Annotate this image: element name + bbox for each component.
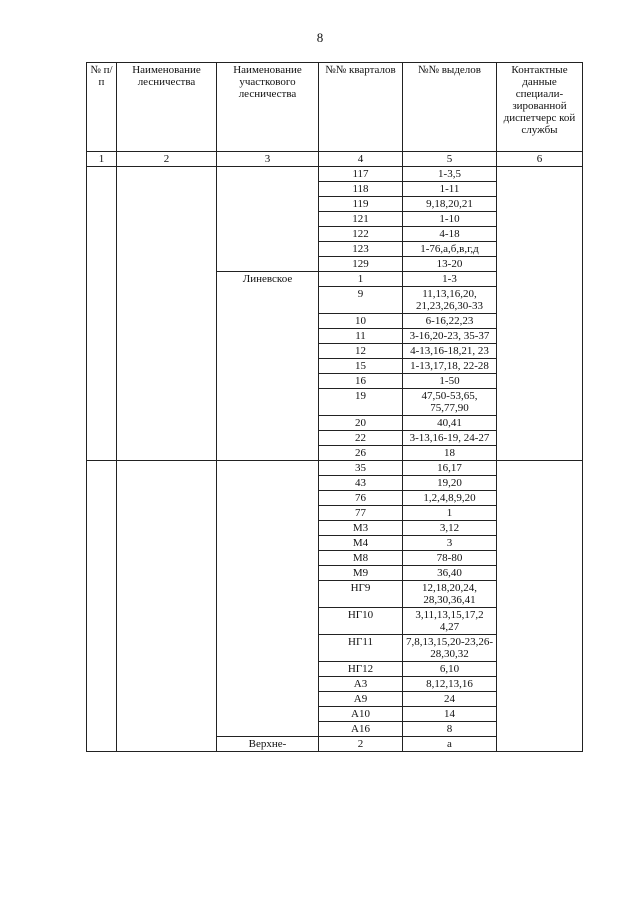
cell-quarter: М3	[319, 521, 403, 536]
cell-quarter: 117	[319, 167, 403, 182]
cell-allotments: 1-3,5	[403, 167, 497, 182]
table-body	[87, 167, 583, 752]
cell-allotments: 6,10	[403, 662, 497, 677]
cell-number	[87, 167, 117, 461]
cell-quarter: 118	[319, 182, 403, 197]
cell-allotments: 6-16,22,23	[403, 314, 497, 329]
cell-contacts	[497, 167, 583, 461]
cell-allotments: 8	[403, 722, 497, 737]
cell-allotments: 12,18,20,24, 28,30,36,41	[403, 581, 497, 608]
cell-quarter: 22	[319, 431, 403, 446]
cell-allotments: 9,18,20,21	[403, 197, 497, 212]
cell-quarter: 122	[319, 227, 403, 242]
cell-quarter: 20	[319, 416, 403, 431]
cell-quarter: 121	[319, 212, 403, 227]
cell-allotments: 13-20	[403, 257, 497, 272]
cell-quarter: 129	[319, 257, 403, 272]
cell-allotments: а	[403, 737, 497, 752]
cell-quarter: 11	[319, 329, 403, 344]
cell-quarter: 2	[319, 737, 403, 752]
cell-quarter: 76	[319, 491, 403, 506]
cell-quarter: А3	[319, 677, 403, 692]
cell-quarter: 26	[319, 446, 403, 461]
column-number: 1	[87, 152, 117, 167]
cell-allotments: 1	[403, 506, 497, 521]
header-forestry: Наименование лесничества	[117, 63, 217, 152]
cell-quarter: 12	[319, 344, 403, 359]
cell-quarter: НГ12	[319, 662, 403, 677]
cell-quarter: А10	[319, 707, 403, 722]
cell-allotments: 16,17	[403, 461, 497, 476]
cell-allotments: 3,12	[403, 521, 497, 536]
cell-quarter: 15	[319, 359, 403, 374]
cell-allotments: 36,40	[403, 566, 497, 581]
cell-allotments: 1-50	[403, 374, 497, 389]
cell-allotments: 40,41	[403, 416, 497, 431]
cell-allotments: 3	[403, 536, 497, 551]
cell-quarter: 123	[319, 242, 403, 257]
cell-allotments: 3,11,13,15,17,2 4,27	[403, 608, 497, 635]
cell-allotments: 24	[403, 692, 497, 707]
cell-allotments: 4-13,16-18,21, 23	[403, 344, 497, 359]
cell-allotments: 1,2,4,8,9,20	[403, 491, 497, 506]
cell-forestry	[117, 167, 217, 461]
cell-district	[217, 461, 319, 737]
cell-quarter: А9	[319, 692, 403, 707]
cell-allotments: 1-11	[403, 182, 497, 197]
column-number: 4	[319, 152, 403, 167]
cell-quarter: М9	[319, 566, 403, 581]
cell-quarter: 16	[319, 374, 403, 389]
cell-allotments: 4-18	[403, 227, 497, 242]
cell-quarter: 77	[319, 506, 403, 521]
cell-quarter: НГ11	[319, 635, 403, 662]
header-number: № п/п	[87, 63, 117, 152]
cell-quarter: 10	[319, 314, 403, 329]
header-quarters: №№ кварталов	[319, 63, 403, 152]
cell-allotments: 1-76,а,б,в,г,д	[403, 242, 497, 257]
column-number: 3	[217, 152, 319, 167]
cell-allotments: 11,13,16,20, 21,23,26,30-33	[403, 287, 497, 314]
cell-quarter: 9	[319, 287, 403, 314]
cell-allotments: 1-13,17,18, 22-28	[403, 359, 497, 374]
cell-district	[217, 167, 319, 272]
cell-contacts	[497, 461, 583, 752]
cell-quarter: НГ9	[319, 581, 403, 608]
cell-quarter: 119	[319, 197, 403, 212]
cell-allotments: 1-10	[403, 212, 497, 227]
header-contacts: Контактные данные специали-зированной диспетчерс кой службы	[497, 63, 583, 152]
table-row	[87, 461, 583, 476]
cell-quarter: 19	[319, 389, 403, 416]
header-district-forestry: Наименование участкового лесничества	[217, 63, 319, 152]
cell-quarter: 35	[319, 461, 403, 476]
column-number-row	[87, 152, 583, 167]
cell-number	[87, 461, 117, 752]
cell-allotments: 19,20	[403, 476, 497, 491]
cell-allotments: 18	[403, 446, 497, 461]
cell-allotments: 7,8,13,15,20-23,26-28,30,32	[403, 635, 497, 662]
cell-allotments: 14	[403, 707, 497, 722]
cell-quarter: 43	[319, 476, 403, 491]
cell-quarter: А16	[319, 722, 403, 737]
header-allotments: №№ выделов	[403, 63, 497, 152]
cell-allotments: 1-3	[403, 272, 497, 287]
page-number: 8	[316, 30, 324, 45]
cell-district: Верхне-	[217, 737, 319, 752]
cell-quarter: М8	[319, 551, 403, 566]
column-number: 2	[117, 152, 217, 167]
cell-allotments: 3-16,20-23, 35-37	[403, 329, 497, 344]
table-row	[87, 167, 583, 182]
cell-allotments: 47,50-53,65, 75,77,90	[403, 389, 497, 416]
cell-allotments: 78-80	[403, 551, 497, 566]
forest-quarters-table	[86, 62, 583, 752]
cell-forestry	[117, 461, 217, 752]
table-header-row	[87, 63, 583, 152]
cell-quarter: НГ10	[319, 608, 403, 635]
cell-quarter: М4	[319, 536, 403, 551]
cell-allotments: 3-13,16-19, 24-27	[403, 431, 497, 446]
cell-allotments: 8,12,13,16	[403, 677, 497, 692]
cell-quarter: 1	[319, 272, 403, 287]
column-number: 6	[497, 152, 583, 167]
column-number: 5	[403, 152, 497, 167]
cell-district: Линевское	[217, 272, 319, 461]
